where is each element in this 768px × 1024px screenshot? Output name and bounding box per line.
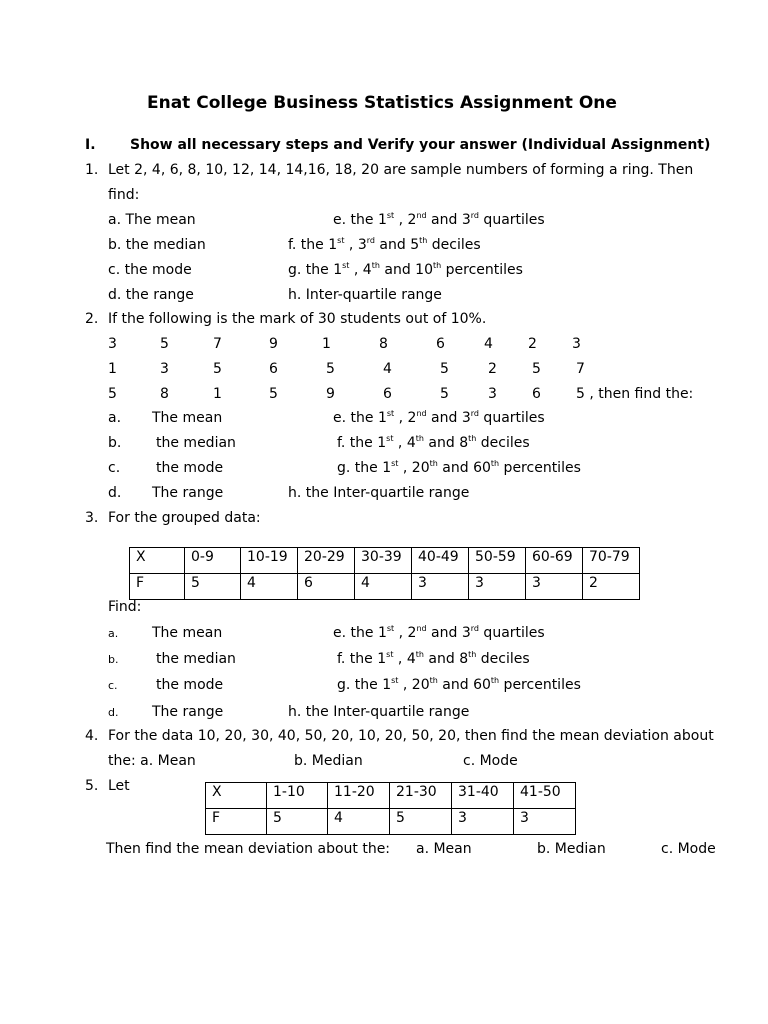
q1-item-d: d. the range [108, 287, 194, 303]
mark-value: 9 [326, 386, 335, 402]
q2-marks-end: 5 , then find the: [576, 386, 694, 402]
q4-option-c: c. Mode [463, 753, 518, 769]
q1-number: 1. [85, 162, 99, 178]
mark-value: 4 [383, 361, 392, 377]
mark-value: 8 [379, 336, 388, 352]
table-cell: X [130, 548, 185, 574]
q5-option-c: c. Mode [661, 841, 716, 857]
mark-value: 5 [160, 336, 169, 352]
q2-item-b: the median [156, 435, 236, 451]
mark-value: 6 [383, 386, 392, 402]
q2-item-c: the mode [156, 460, 224, 476]
q5-option-a: a. Mean [416, 841, 472, 857]
q5-let: Let [108, 778, 130, 794]
mark-value: 3 [160, 361, 169, 377]
q3-grouped-table [129, 547, 640, 600]
q4-number: 4. [85, 728, 99, 744]
q1-item-f: f. the 1st , 3rd and 5th deciles [288, 236, 481, 253]
mark-value: 1 [213, 386, 222, 402]
mark-value: 5 [532, 361, 541, 377]
q3-letter-b: b. [108, 653, 119, 666]
mark-value: 5 [440, 386, 449, 402]
mark-value: 5 [213, 361, 222, 377]
q5-option-b: b. Median [537, 841, 606, 857]
mark-value: 6 [532, 386, 541, 402]
table-cell: 3 [469, 574, 526, 600]
q1-item-b: b. the median [108, 237, 206, 253]
q3-item-g: g. the 1st , 20th and 60th percentiles [337, 676, 581, 693]
table-row [206, 809, 576, 835]
table-cell: 5 [185, 574, 241, 600]
table-row [206, 783, 576, 809]
q3-item-e: e. the 1st , 2nd and 3rd quartiles [333, 624, 545, 641]
page-title: Enat College Business Statistics Assignment One [147, 93, 617, 113]
table-cell: 11-20 [328, 783, 390, 809]
table-cell: 4 [355, 574, 412, 600]
mark-value: 3 [488, 386, 497, 402]
mark-value: 7 [576, 361, 585, 377]
table-cell: 1-10 [267, 783, 328, 809]
q1-item-g: g. the 1st , 4th and 10th percentiles [288, 261, 523, 278]
q3-number: 3. [85, 510, 99, 526]
q1-item-e: e. the 1st , 2nd and 3rd quartiles [333, 211, 545, 228]
table-cell: 30-39 [355, 548, 412, 574]
mark-value: 8 [160, 386, 169, 402]
table-row [130, 548, 640, 574]
mark-value: 7 [213, 336, 222, 352]
q3-item-f: f. the 1st , 4th and 8th deciles [337, 650, 530, 667]
table-cell: 5 [390, 809, 452, 835]
table-cell: 41-50 [514, 783, 576, 809]
table-cell: 50-59 [469, 548, 526, 574]
q2-number: 2. [85, 311, 99, 327]
q2-item-a: The mean [152, 410, 223, 426]
table-cell: 3 [514, 809, 576, 835]
mark-value: 5 [108, 386, 117, 402]
table-cell: 0-9 [185, 548, 241, 574]
mark-value: 6 [269, 361, 278, 377]
table-cell: 31-40 [452, 783, 514, 809]
table-cell: 6 [298, 574, 355, 600]
mark-value: 5 [326, 361, 335, 377]
q3-item-b: the median [156, 651, 236, 667]
q2-item-g: g. the 1st , 20th and 60th percentiles [337, 459, 581, 476]
q4-option-b: b. Median [294, 753, 363, 769]
mark-value: 9 [269, 336, 278, 352]
table-cell: F [206, 809, 267, 835]
table-cell: 21-30 [390, 783, 452, 809]
table-row [130, 574, 640, 600]
q1-text: Let 2, 4, 6, 8, 10, 12, 14, 14,16, 18, 20 are sample numbers of forming a ring. Then [108, 162, 694, 178]
q1-item-c: c. the mode [108, 262, 192, 278]
q5-grouped-table [205, 782, 576, 835]
table-cell: 2 [583, 574, 640, 600]
table-cell: 3 [452, 809, 514, 835]
table-cell: 4 [241, 574, 298, 600]
q2-text: If the following is the mark of 30 students out of 10%. [108, 311, 487, 327]
mark-value: 2 [528, 336, 537, 352]
table-cell: 20-29 [298, 548, 355, 574]
q2-item-h: h. the Inter-quartile range [288, 485, 470, 501]
q5-text: Then find the mean deviation about the: [106, 841, 391, 857]
q2-item-d: The range [152, 485, 224, 501]
mark-value: 5 [269, 386, 278, 402]
mark-value: 5 [440, 361, 449, 377]
q3-text: For the grouped data: [108, 510, 261, 526]
table-cell: 5 [267, 809, 328, 835]
table-cell: 4 [328, 809, 390, 835]
table-cell: 60-69 [526, 548, 583, 574]
q1-item-h: h. Inter-quartile range [288, 287, 442, 303]
q4-text: For the data 10, 20, 30, 40, 50, 20, 10, 20, 50, 20, then find the mean deviation about [108, 728, 714, 744]
q1-item-a: a. The mean [108, 212, 196, 228]
q2-letter-d: d. [108, 485, 122, 501]
q3-item-a: The mean [152, 625, 223, 641]
mark-value: 3 [572, 336, 581, 352]
table-cell: 10-19 [241, 548, 298, 574]
mark-value: 3 [108, 336, 117, 352]
mark-value: 1 [322, 336, 331, 352]
q4-option-a: the: a. Mean [108, 753, 196, 769]
q5-number: 5. [85, 778, 99, 794]
q1-text-cont: find: [108, 187, 140, 203]
q3-item-h: h. the Inter-quartile range [288, 704, 470, 720]
table-cell: X [206, 783, 267, 809]
q3-item-d: The range [152, 704, 224, 720]
q3-letter-a: a. [108, 627, 119, 640]
q3-item-c: the mode [156, 677, 224, 693]
q2-item-f: f. the 1st , 4th and 8th deciles [337, 434, 530, 451]
q2-letter-a: a. [108, 410, 122, 426]
table-cell: 70-79 [583, 548, 640, 574]
q3-find: Find: [108, 599, 142, 615]
mark-value: 6 [436, 336, 445, 352]
mark-value: 1 [108, 361, 117, 377]
q2-letter-c: c. [108, 460, 121, 476]
q2-letter-b: b. [108, 435, 122, 451]
section-number: I. [85, 137, 96, 153]
q3-letter-c: c. [108, 679, 118, 692]
table-cell: 40-49 [412, 548, 469, 574]
table-cell: 3 [412, 574, 469, 600]
section-heading: Show all necessary steps and Verify your answer (Individual Assignment) [130, 137, 711, 153]
q2-item-e: e. the 1st , 2nd and 3rd quartiles [333, 409, 545, 426]
q3-letter-d: d. [108, 706, 119, 719]
table-cell: F [130, 574, 185, 600]
table-cell: 3 [526, 574, 583, 600]
mark-value: 4 [484, 336, 493, 352]
mark-value: 2 [488, 361, 497, 377]
